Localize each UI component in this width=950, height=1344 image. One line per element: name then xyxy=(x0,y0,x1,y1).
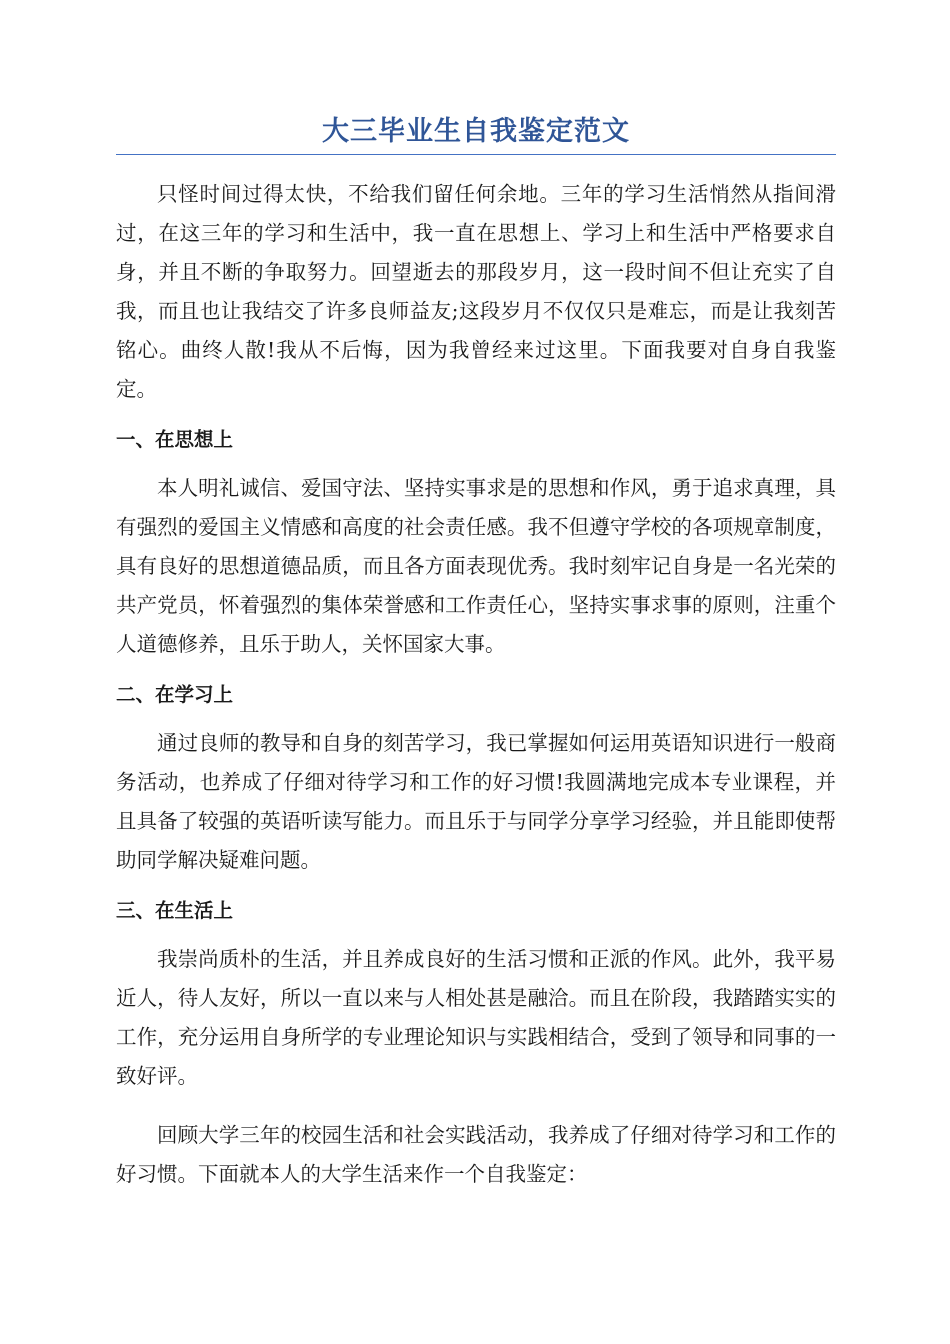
section-heading-thought: 一、在思想上 xyxy=(116,428,234,451)
section-heading-study: 二、在学习上 xyxy=(116,683,234,706)
intro-paragraph: 只怪时间过得太快，不给我们留任何余地。三年的学习生活悄然从指间滑过，在这三年的学习和生活中，我一直在思想上、学习上和生活中严格要求自身，并且不断的争取努力。回望逝去的那段岁月，这一段时间不但让充实了自我，而且也让我结交了许多良师益友;这段岁月不仅仅只是难忘，而是让我刻苦铭心。曲终人散!我从不后悔，因为我曾经来过这里。下面我要对自身自我鉴定。 xyxy=(116,182,836,401)
document-page xyxy=(116,112,836,1194)
section-heading-life: 三、在生活上 xyxy=(116,899,234,922)
document-title: 大三毕业生自我鉴定范文 xyxy=(116,112,836,155)
section-body-thought: 本人明礼诚信、爱国守法、坚持实事求是的思想和作风，勇于追求真理，具有强烈的爱国主义情感和高度的社会责任感。我不但遵守学校的各项规章制度，具有良好的思想道德品质，而且各方面表现优秀。我时刻牢记自身是一名光荣的共产党员，怀着强烈的集体荣誉感和工作责任心，坚持实事求事的原则，注重个人道德修养，且乐于助人，关怀国家大事。 xyxy=(116,476,836,656)
section-body-life: 我崇尚质朴的生活，并且养成良好的生活习惯和正派的作风。此外，我平易近人，待人友好，所以一直以来与人相处甚是融洽。而且在阶段，我踏踏实实的工作，充分运用自身所学的专业理论知识与实践相结合，受到了领导和同事的一致好评。 xyxy=(116,947,836,1088)
section-body-study: 通过良师的教导和自身的刻苦学习，我已掌握如何运用英语知识进行一般商务活动，也养成了仔细对待学习和工作的好习惯!我圆满地完成本专业课程，并且具备了较强的英语听读写能力。而且乐于与同学分享学习经验，并且能即使帮助同学解决疑难问题。 xyxy=(116,731,836,872)
closing-paragraph: 回顾大学三年的校园生活和社会实践活动，我养成了仔细对待学习和工作的好习惯。下面就本人的大学生活来作一个自我鉴定： xyxy=(116,1123,836,1186)
